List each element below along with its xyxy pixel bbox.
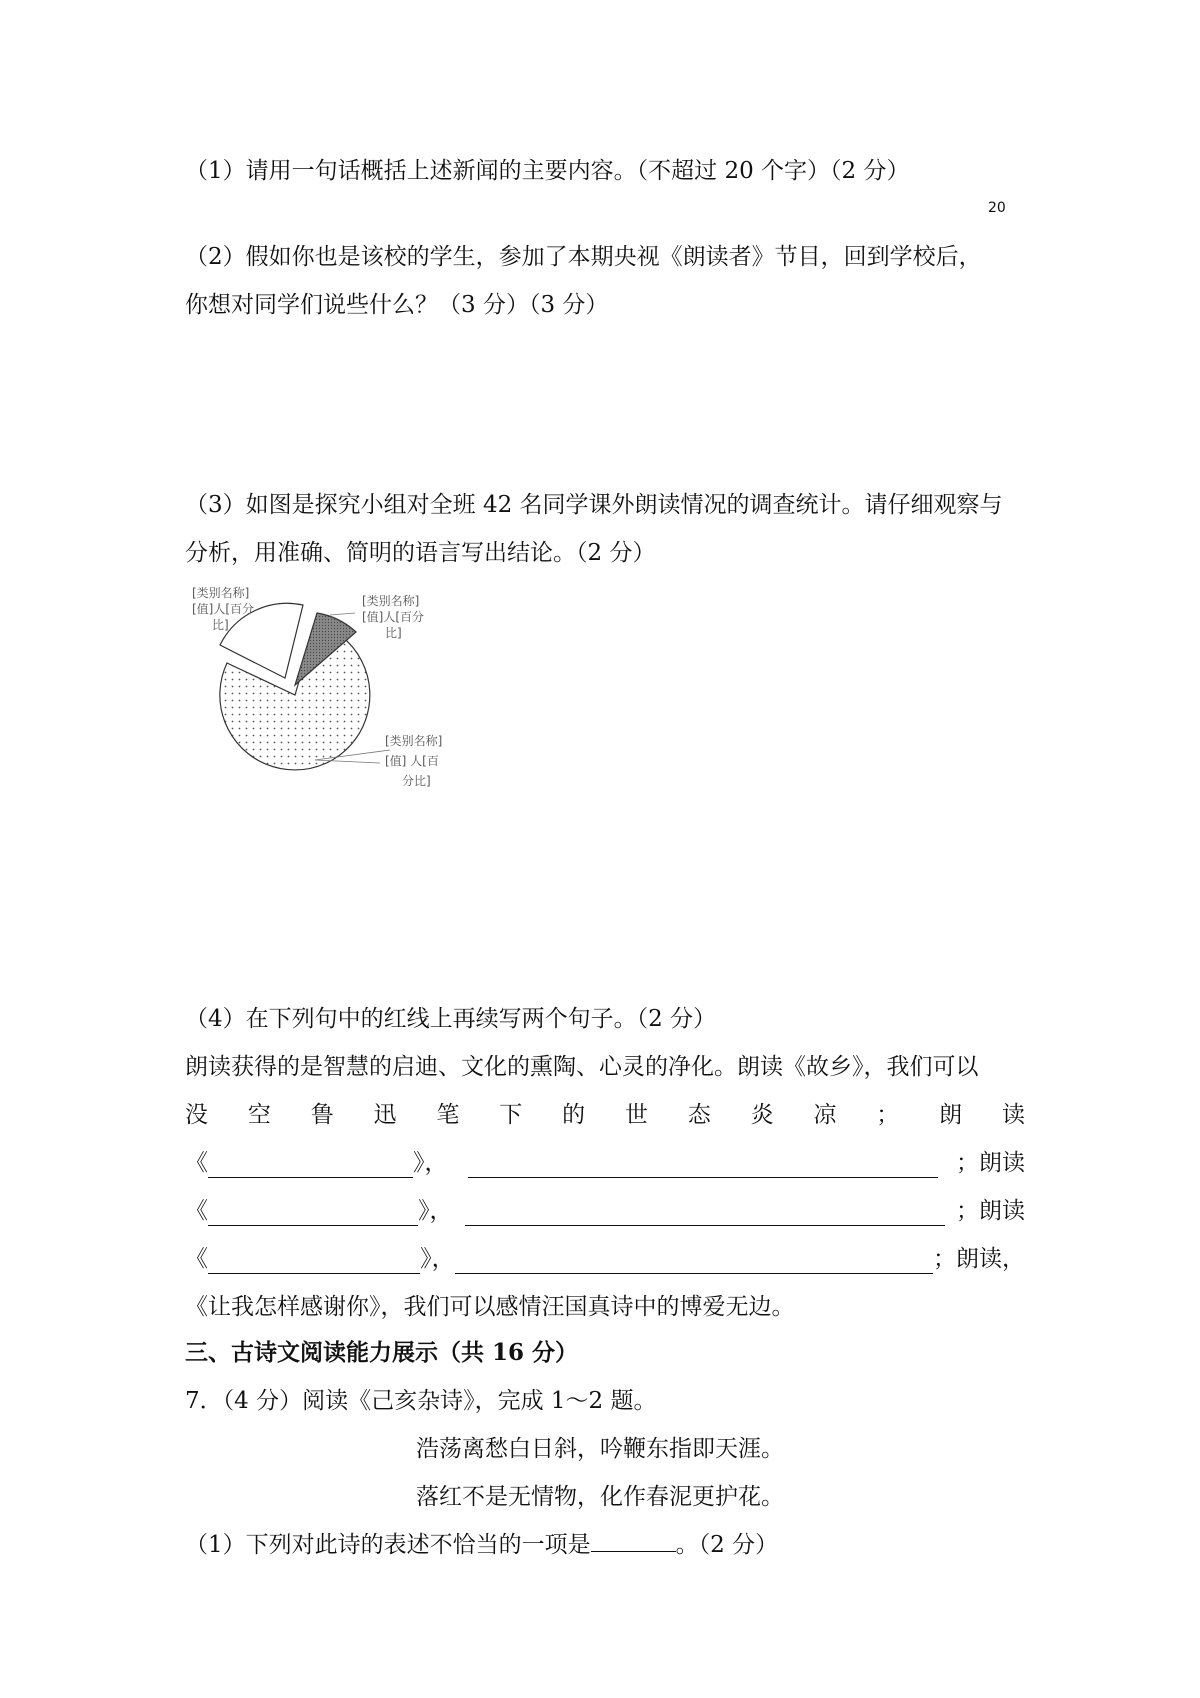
sentence-blank-1[interactable] xyxy=(468,1155,938,1178)
sentence-blank-3[interactable] xyxy=(455,1251,933,1274)
row-end-text: ；朗读， xyxy=(933,1246,1025,1272)
answer-blank[interactable] xyxy=(591,1531,676,1552)
spread-char: 世 xyxy=(624,1102,648,1128)
spread-char: 的 xyxy=(562,1102,586,1128)
question-2-line-2: 你想对同学们说些什么？（3 分）（3 分） xyxy=(185,292,609,318)
book-title-blank-2[interactable] xyxy=(208,1203,418,1226)
spread-char: 空 xyxy=(247,1102,271,1128)
spread-char: 下 xyxy=(499,1102,523,1128)
spread-char: 笔 xyxy=(436,1102,460,1128)
paragraph-line-2 xyxy=(185,1100,1025,1130)
slice-label-dotted xyxy=(385,733,442,788)
spread-char: 凉 xyxy=(813,1102,837,1128)
book-title-close: 》， xyxy=(418,1198,453,1224)
spread-char: 没 xyxy=(185,1102,208,1128)
question-3-line-2: 分析，用准确、简明的语言写出结论。（2 分） xyxy=(185,540,656,566)
slice-label-dotted-line-2: [值] 人[百 xyxy=(385,754,439,768)
slice-label-white-line-3: 比] xyxy=(212,618,229,632)
book-title-blank-1[interactable] xyxy=(208,1155,413,1178)
spread-char: 炎 xyxy=(750,1102,774,1128)
slice-label-dotted-line-1: [类别名称] xyxy=(385,734,443,748)
book-title-close: 》， xyxy=(413,1150,448,1176)
book-title-blank-3[interactable] xyxy=(208,1251,420,1274)
slice-label-hatched xyxy=(362,593,424,640)
spread-char: 读 xyxy=(1001,1102,1025,1128)
slice-label-white-line-2: [值]人[百分 xyxy=(192,602,255,616)
slice-label-white-line-1: [类别名称] xyxy=(192,586,250,600)
slice-label-hatched-line-1: [类别名称] xyxy=(362,594,420,608)
question-7-1-text: （1）下列对此诗的表述不恰当的一项是 xyxy=(185,1532,591,1558)
paragraph-line-1: 朗读获得的是智慧的启迪、文化的熏陶、心灵的净化。朗读《故乡》，我们可以 xyxy=(185,1054,979,1080)
pie-chart xyxy=(180,585,500,815)
book-title-open: 《 xyxy=(185,1198,208,1224)
poem-line-1: 浩荡离愁白日斜，吟鞭东指即天涯。 xyxy=(416,1436,784,1462)
fill-row-1 xyxy=(185,1148,1025,1178)
fill-row-2 xyxy=(185,1196,1025,1226)
paragraph-last-line: 《让我怎样感谢你》，我们可以感情汪国真诗中的博爱无边。 xyxy=(185,1294,795,1320)
question-1: （1）请用一句话概括上述新闻的主要内容。（不超过 20 个字）（2 分） xyxy=(185,158,910,184)
page-number: 20 xyxy=(988,200,1006,216)
book-title-close: 》， xyxy=(420,1246,455,1272)
book-title-open: 《 xyxy=(185,1246,208,1272)
book-title-open: 《 xyxy=(185,1150,208,1176)
spread-char: 迅 xyxy=(373,1102,397,1128)
slice-label-hatched-line-2: [值]人[百分 xyxy=(362,610,425,624)
question-4: （4）在下列句中的红线上再续写两个句子。（2 分） xyxy=(185,1006,717,1032)
poem-line-2: 落红不是无情物，化作春泥更护花。 xyxy=(416,1484,784,1510)
slice-label-hatched-line-3: 比] xyxy=(385,626,402,640)
spread-char: 鲁 xyxy=(310,1102,334,1128)
question-7: 7．（4 分）阅读《己亥杂诗》，完成 1～2 题。 xyxy=(185,1388,657,1414)
row-end-text: ；朗读 xyxy=(956,1198,1025,1224)
question-7-1 xyxy=(185,1530,778,1560)
fill-row-3 xyxy=(185,1244,1025,1274)
sentence-blank-2[interactable] xyxy=(465,1203,945,1226)
spread-char: 态 xyxy=(687,1102,711,1128)
spread-char: 朗 xyxy=(939,1102,963,1128)
question-2-line-1: （2）假如你也是该校的学生，参加了本期央视《朗读者》节目，回到学校后， xyxy=(185,244,982,270)
question-7-1-score: 。（2 分） xyxy=(675,1532,779,1558)
question-3-line-1: （3）如图是探究小组对全班 42 名同学课外朗读情况的调查统计。请仔细观察与 xyxy=(185,492,1003,518)
spread-char: ； xyxy=(876,1102,900,1128)
slice-label-dotted-line-3: 分比] xyxy=(402,774,431,788)
section-3-heading: 三、古诗文阅读能力展示（共 16 分） xyxy=(185,1339,579,1366)
row-end-text: ；朗读 xyxy=(956,1150,1025,1176)
